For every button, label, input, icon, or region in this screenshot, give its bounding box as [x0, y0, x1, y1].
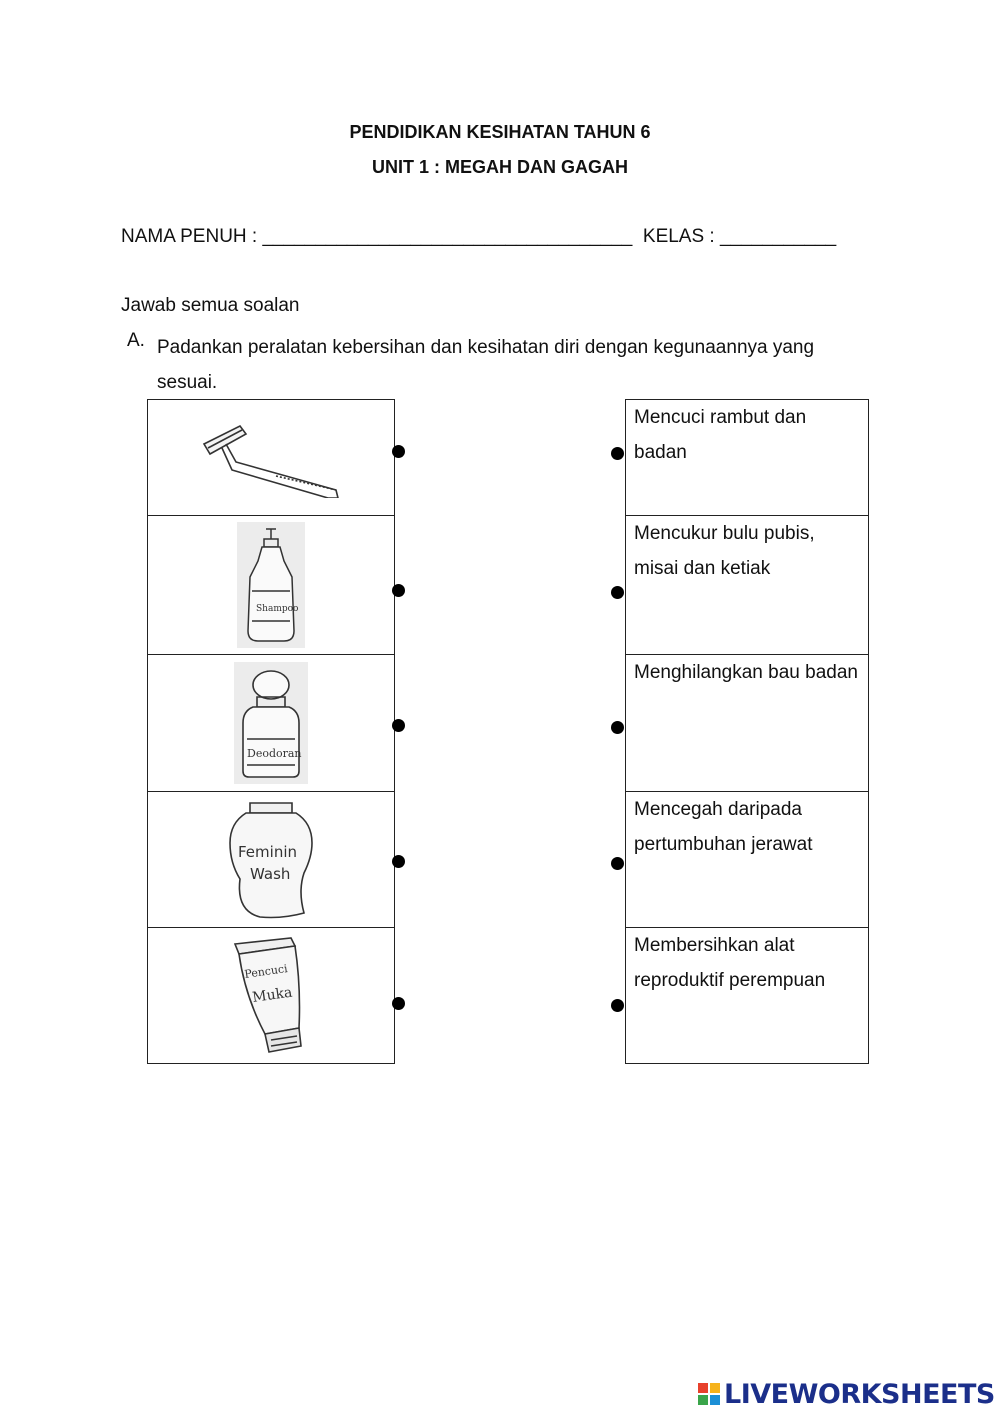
right-match-dot[interactable]: [611, 857, 624, 870]
left-match-dot[interactable]: [392, 719, 405, 732]
page-title: PENDIDIKAN KESIHATAN TAHUN 6: [349, 122, 651, 142]
logo-square: [710, 1395, 720, 1405]
shampoo-image: [236, 521, 306, 649]
uses-column: [625, 399, 869, 1064]
left-match-dot[interactable]: [392, 997, 405, 1010]
class-blank[interactable]: ___________: [720, 226, 837, 247]
item-cell-face-wash: [148, 927, 394, 1063]
liveworksheets-logo: [698, 1376, 995, 1412]
left-match-dot[interactable]: [392, 855, 405, 868]
use-cell: [626, 400, 868, 515]
name-blank[interactable]: ___________________________________: [262, 226, 633, 247]
items-column: [147, 399, 395, 1064]
logo-text: LIVEWORKSHEETS: [724, 1378, 995, 1410]
logo-square: [698, 1395, 708, 1405]
feminine-wash-label-2: Wash: [250, 864, 291, 883]
face-wash-label-1: Pencuci: [243, 961, 289, 981]
use-text: Mencuci rambut dan badan: [634, 407, 807, 463]
right-match-dot[interactable]: [611, 999, 624, 1012]
logo-square: [710, 1383, 720, 1393]
use-text: Menghilangkan bau badan: [634, 662, 858, 683]
deodorant-image: [233, 661, 309, 785]
shampoo-label: Shampoo: [256, 604, 299, 614]
right-match-dot[interactable]: [611, 721, 624, 734]
question-label: A.: [127, 330, 145, 351]
face-wash-label-2: Muka: [251, 984, 294, 1006]
item-cell-razor: [148, 400, 394, 515]
use-text: Mencukur bulu pubis, misai dan ketiak: [634, 523, 815, 579]
use-cell: [626, 515, 868, 654]
item-cell-feminine-wash: [148, 791, 394, 927]
question-text: Padankan peralatan kebersihan dan kesihatan diri dengan kegunaannya yang sesuai.: [157, 337, 815, 393]
name-label: NAMA PENUH :: [121, 226, 258, 247]
use-cell: [626, 654, 868, 791]
right-match-dot[interactable]: [611, 447, 624, 460]
left-match-dot[interactable]: [392, 584, 405, 597]
instruction: Jawab semua soalan: [121, 295, 300, 316]
deodorant-label: Deodoran: [247, 747, 302, 760]
use-text: Membersihkan alat reproduktif perempuan: [634, 935, 826, 991]
item-cell-shampoo: [148, 515, 394, 654]
right-match-dot[interactable]: [611, 586, 624, 599]
left-match-dot[interactable]: [392, 445, 405, 458]
use-cell: [626, 791, 868, 927]
razor-image: [196, 418, 346, 498]
feminine-wash-image: [226, 799, 316, 921]
use-text: Mencegah daripada pertumbuhan jerawat: [634, 799, 813, 855]
logo-square: [698, 1383, 708, 1393]
logo-mark-icon: [698, 1383, 720, 1405]
class-label: KELAS :: [642, 226, 715, 247]
face-wash-image: [231, 936, 311, 1056]
student-info: [121, 226, 836, 248]
item-cell-deodorant: [148, 654, 394, 791]
unit-title: UNIT 1 : MEGAH DAN GAGAH: [372, 157, 628, 177]
use-cell: [626, 927, 868, 1063]
feminine-wash-label-1: Feminin: [238, 842, 297, 861]
